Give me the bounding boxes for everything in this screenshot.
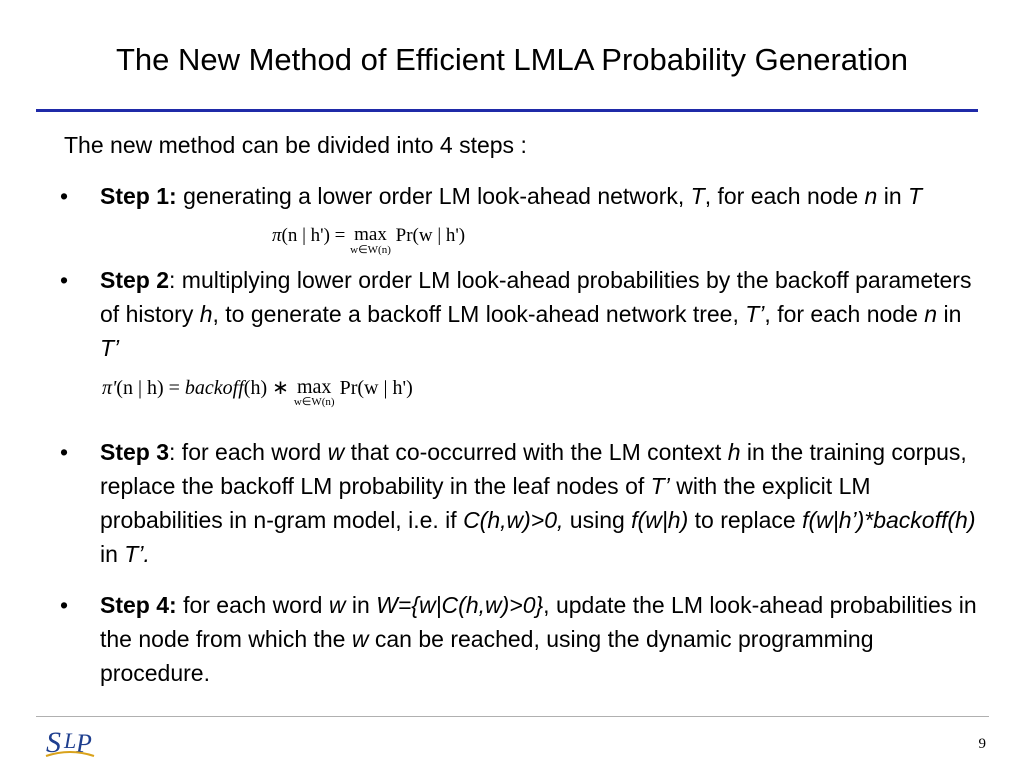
step-2: [60, 263, 980, 365]
page-number: 9: [978, 736, 986, 752]
max-operator: max w∈W(n): [293, 376, 335, 408]
step-1-text: Step 1: generating a lower order LM look-ahead network, T, for each node n in T: [100, 183, 923, 209]
logo-letter-s: S: [46, 726, 61, 759]
step-4-text: Step 4: for each word w in W={w|C(h,w)>0}, update the LM look-ahead probabilities in the node from which the w can be reached, using the dynamic programming procedure.: [100, 592, 977, 686]
slide-title: The New Method of Efficient LMLA Probability Generation: [115, 42, 909, 77]
step-1: [60, 179, 980, 213]
bullet-icon: •: [60, 267, 69, 293]
step-2-text: Step 2: multiplying lower order LM look-ahead probabilities by the backoff parameters of history h, to generate a backoff LM look-ahead network tree, T’, for each node n in T’: [100, 267, 972, 361]
step-3: [60, 435, 980, 571]
formula-step-1: π(n | h') = max w∈W(n) Pr(w | h'): [272, 224, 466, 256]
slp-logo: [44, 722, 96, 762]
intro-text: The new method can be divided into 4 steps :: [64, 132, 527, 158]
logo-letter-p: P: [76, 729, 92, 758]
logo-letter-l: L: [64, 728, 77, 753]
title-divider: [36, 109, 978, 112]
max-operator: max w∈W(n): [350, 224, 391, 256]
step-4: [60, 588, 980, 690]
bullet-icon: •: [60, 592, 69, 618]
bullet-icon: •: [60, 183, 69, 209]
bullet-icon: •: [60, 439, 69, 465]
footer-divider: [36, 716, 989, 717]
formula-step-2: π'(n | h) = backoff(h) ∗ max w∈W(n) Pr(w | h'): [102, 376, 413, 408]
step-3-text: Step 3: for each word w that co-occurred with the LM context h in the training corpus, replace the backoff LM probability in the leaf nodes of T’ with the explicit LM probabilities in n-gram model, i.e. if C(h,w)>0, using f(w|h) to replace f(w|h’)*backoff(h) in T’.: [100, 439, 976, 567]
